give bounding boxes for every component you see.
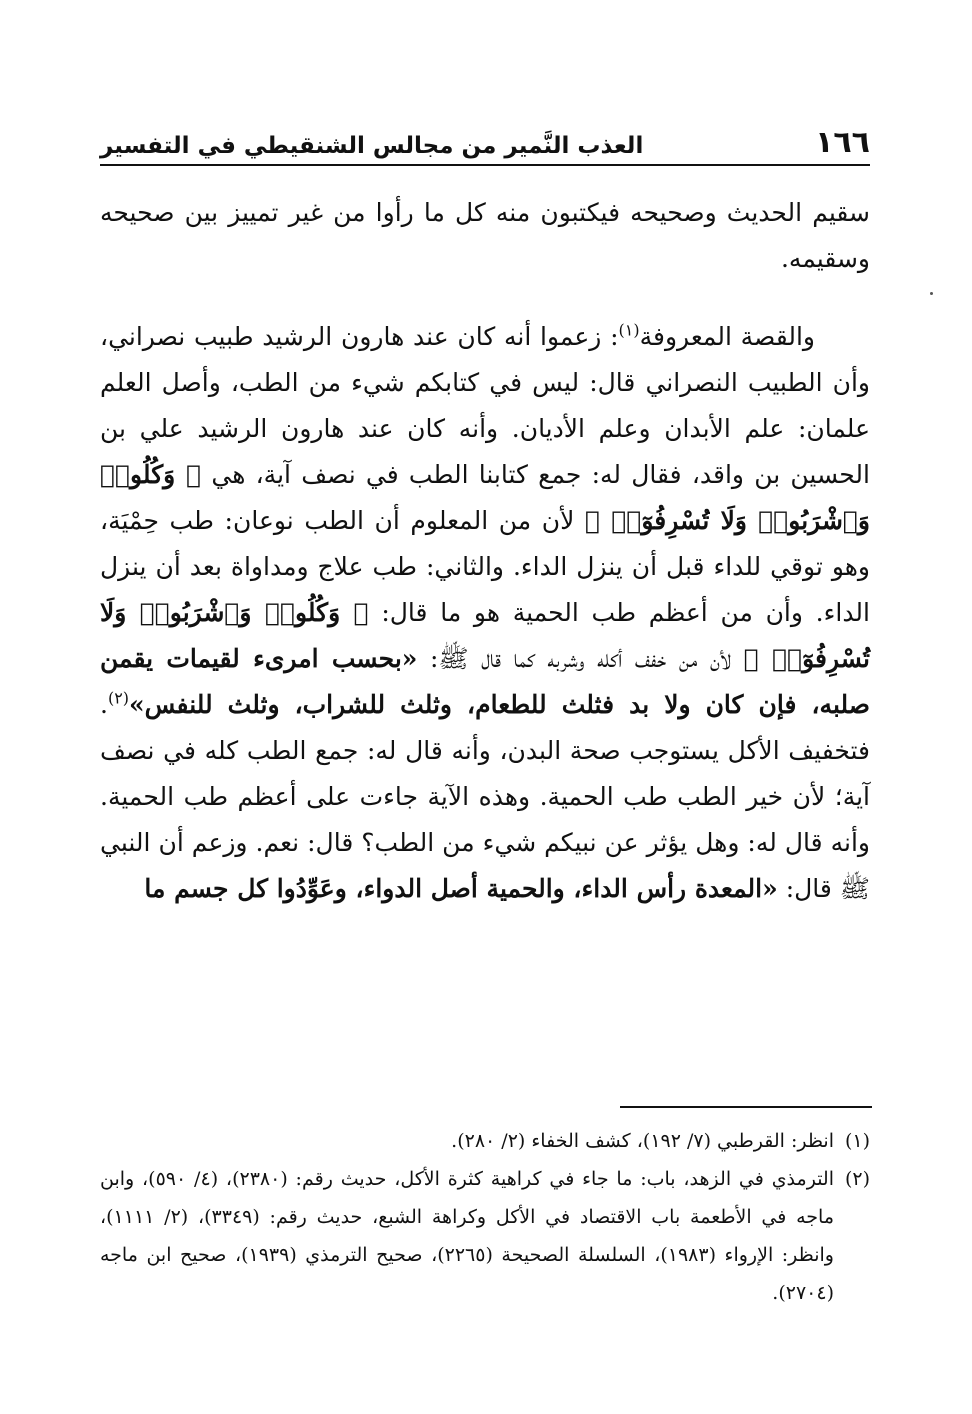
text-segment: والقصة المعروفة	[639, 322, 815, 351]
footnote-text: الترمذي في الزهد، باب: ما جاء في كراهية كثرة الأكل، حديث رقم: (٢٣٨٠)، (٤/ ٥٩٠)، وابن ماجه في الأطعمة باب الاقتصاد في الأكل وكراهة الشبع، حديث رقم: (٣٣٤٩)، (٢/ ١١١١)، وانظر: الإرواء (١٩٨٣)، السلسلة الصحيحة (٢٢٦٥)، صحيح الترمذي (١٩٣٩)، صحيح ابن ماجه (٢٧٠٤).	[100, 1168, 834, 1304]
hadith-quote: «بحسب امرىء لقيمات يقمن صلبه، فإن كان ولا بد فثلث للطعام، وثلث للشراب، وثلث للنفس»	[100, 644, 870, 719]
footnotes	[100, 1122, 870, 1312]
running-title: العذب النَّمير من مجالس الشنقيطي في التفسير	[100, 133, 644, 159]
quran-verse: ﴿ وَكُلُوا۟ وَٱشْرَبُوا۟ وَلَا تُسْرِفُوٓا۟ ﴾	[100, 460, 870, 535]
footnote-2	[100, 1160, 870, 1312]
footnote-number: (٢)	[844, 1168, 870, 1190]
footnote-text: انظر: القرطبي (٧/ ١٩٢)، كشف الخفاء (٢/ ٢٨٠).	[451, 1130, 834, 1152]
footnote-number: (١)	[844, 1130, 870, 1152]
footnote-1	[100, 1122, 870, 1160]
text-segment: . فتخفيف الأكل يستوجب صحة البدن، وأنه قال له: جمع الطب كله في نصف آية؛ لأن خير الطب طب الحمية. وهذه الآية جاءت على أعظم طب الحمية. وأنه قال له: وهل يؤثر عن نبيكم شيء من الطب؟ قال: نعم. وزعم أن النبي ﷺ قال:	[100, 690, 870, 903]
paragraph-2	[100, 314, 870, 912]
main-text	[100, 190, 870, 912]
text-segment: لأن من خفف أكله وشربه كما قال ﷺ:	[417, 644, 744, 673]
text-segment: : زعموا أنه كان عند هارون الرشيد طبيب نصراني، وأن الطبيب النصراني قال: ليس في كتابكم شيء من الطب، وأصل العلم علمان: علم الأبدان وعلم الأديان. وأنه كان عند هارون الرشيد علي بن الحسين بن واقد، فقال له: جمع كتابنا الطب في نصف آية، هي	[100, 322, 870, 489]
hadith-quote: «المعدة رأس الداء، والحمية أصل الدواء، وعَوِّدُوا كل جسم ما	[144, 874, 778, 903]
footnote-ref-1[interactable]: (١)	[618, 320, 640, 340]
paragraph-1: سقيم الحديث وصحيحه فيكتبون منه كل ما رأوا من غير تمييز بين صحيحه وسقيمه.	[100, 198, 870, 273]
text-segment: لأن من المعلوم أن الطب نوعان: طب حِمْيَة، وهو توقي للداء قبل أن ينزل الداء. والثاني: طب علاج ومداواة بعد أن ينزل الداء. وأن من أعظم طب الحمية هو ما قال:	[100, 506, 870, 627]
page-number: ١٦٦	[815, 125, 870, 160]
footnote-divider	[620, 1106, 872, 1108]
quran-verse: ﴿ وَكُلُوا۟ وَٱشْرَبُوا۟ وَلَا تُسْرِفُوٓا۟ ﴾	[100, 598, 870, 673]
footnote-ref-2[interactable]: (٢)	[107, 688, 130, 708]
scan-speck	[930, 292, 933, 295]
page-header	[100, 118, 870, 166]
